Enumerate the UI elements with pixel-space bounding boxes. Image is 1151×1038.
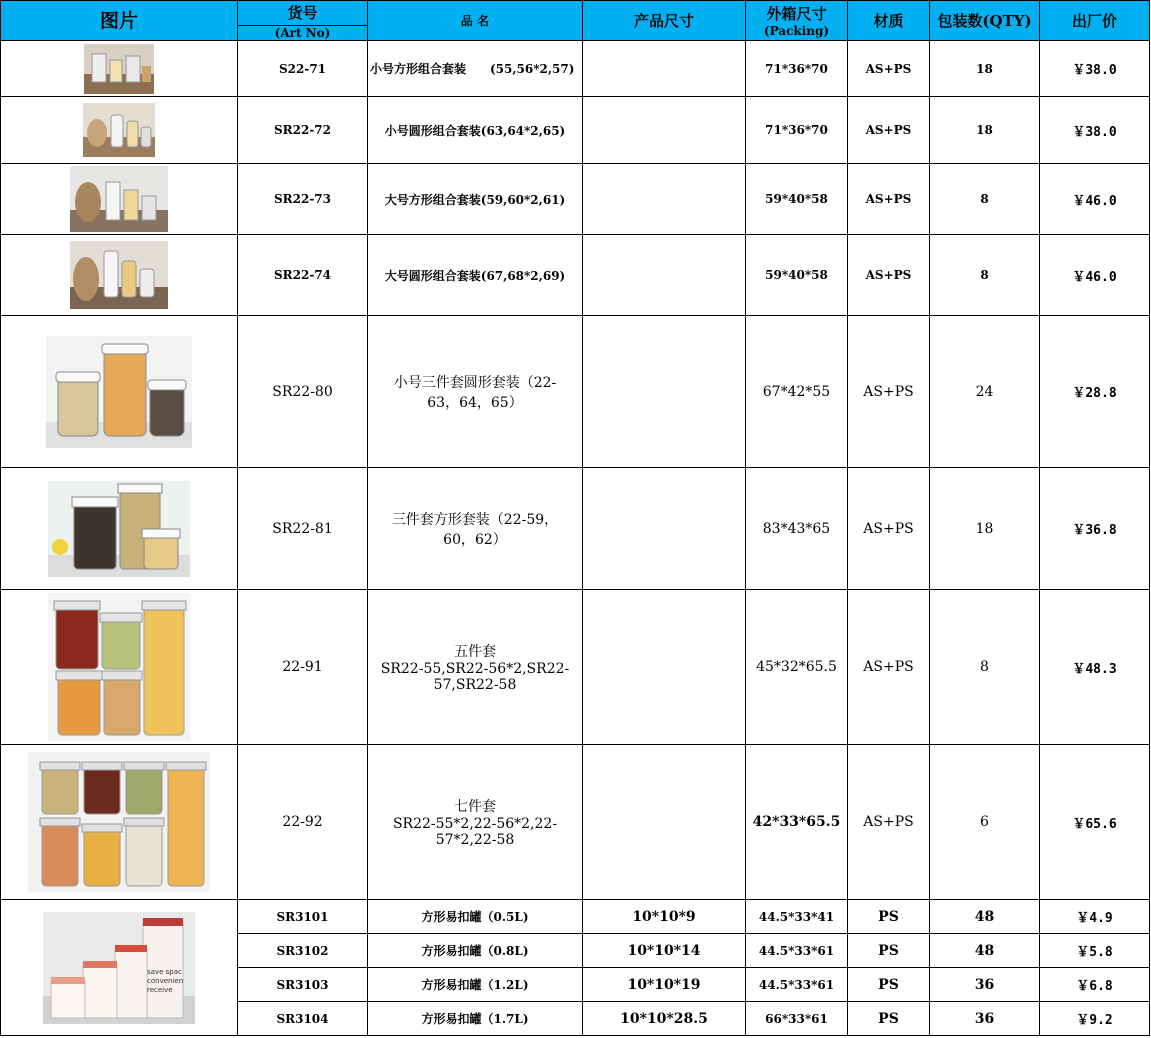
product-name-cell: 方形易扣罐（0.5L) (368, 900, 583, 934)
packing-cell: 59*40*58 (746, 164, 848, 235)
table-row (1, 97, 1150, 164)
packing-cell: 71*36*70 (746, 41, 848, 97)
qty-cell: 36 (930, 1002, 1040, 1036)
product-photo (1, 103, 237, 157)
qty-cell: 8 (930, 164, 1040, 235)
product-name-cell: 小号圆形组合套装(63,64*2,65) (368, 97, 583, 164)
price-cell: ￥46.0 (1040, 164, 1150, 235)
qty-cell: 18 (930, 468, 1040, 590)
product-size-cell (583, 590, 746, 745)
qty-cell: 6 (930, 745, 1040, 900)
price-cell: ￥5.8 (1040, 934, 1150, 968)
product-photo (1, 336, 237, 448)
material-cell: AS+PS (848, 745, 930, 900)
table-row (1, 41, 1150, 97)
col-header-picture: 图片 (1, 1, 238, 41)
art-no-cell: SR22-74 (238, 235, 368, 316)
price-cell: ￥46.0 (1040, 235, 1150, 316)
packing-cell: 66*33*61 (746, 1002, 848, 1036)
product-size-cell: 10*10*9 (583, 900, 746, 934)
packing-en-label: (Packing) (763, 24, 830, 38)
col-header-name: 品 名 (368, 1, 583, 41)
table-row (1, 235, 1150, 316)
product-name-cell: 大号方形组合套装(59,60*2,61) (368, 164, 583, 235)
col-header-material: 材质 (848, 1, 930, 41)
packing-cell: 44.5*33*41 (746, 900, 848, 934)
material-cell: PS (848, 934, 930, 968)
product-photo-cell (1, 745, 238, 900)
product-size-cell (583, 164, 746, 235)
product-photo (1, 752, 237, 892)
art-no-cell: SR22-72 (238, 97, 368, 164)
price-cell: ￥38.0 (1040, 41, 1150, 97)
material-cell: AS+PS (848, 316, 930, 468)
price-cell: ￥6.8 (1040, 968, 1150, 1002)
product-photo-cell (1, 41, 238, 97)
product-photo (1, 241, 237, 309)
qty-cell: 8 (930, 235, 1040, 316)
product-name-cell (368, 590, 583, 745)
material-cell: PS (848, 1002, 930, 1036)
price-cell: ￥38.0 (1040, 97, 1150, 164)
art-no-cell: SR22-80 (238, 316, 368, 468)
product-photo (1, 593, 237, 741)
product-name-cell: 小号三件套圆形套装（22-63，64，65） (368, 316, 583, 468)
qty-cell: 36 (930, 968, 1040, 1002)
material-cell: AS+PS (848, 235, 930, 316)
qty-cell: 48 (930, 934, 1040, 968)
product-size-cell: 10*10*28.5 (583, 1002, 746, 1036)
packing-cell: 45*32*65.5 (746, 590, 848, 745)
material-cell: PS (848, 968, 930, 1002)
product-photo (1, 912, 237, 1024)
col-header-qty: 包装数(QTY) (930, 1, 1040, 41)
material-cell: AS+PS (848, 164, 930, 235)
qty-cell: 48 (930, 900, 1040, 934)
art-no-cell: 22-91 (238, 590, 368, 745)
product-size-cell (583, 316, 746, 468)
art-no-en-label: (Art No) (238, 25, 367, 40)
product-photo-cell (1, 316, 238, 468)
table-row (1, 590, 1150, 745)
price-cell: ￥36.8 (1040, 468, 1150, 590)
art-no-cell: S22-71 (238, 41, 368, 97)
col-header-price: 出厂价 (1040, 1, 1150, 41)
product-size-cell: 10*10*19 (583, 968, 746, 1002)
product-photo-cell (1, 468, 238, 590)
packing-cell: 44.5*33*61 (746, 934, 848, 968)
product-photo-cell (1, 235, 238, 316)
table-row (1, 468, 1150, 590)
product-photo-cell (1, 164, 238, 235)
product-photo (1, 481, 237, 577)
product-size-cell (583, 41, 746, 97)
art-no-cell: SR3101 (238, 900, 368, 934)
svg-text:save spac: save spac (147, 967, 182, 976)
material-cell: PS (848, 900, 930, 934)
product-name-cell: 小号方形组合套装 (55,56*2,57) (368, 41, 583, 97)
table-row (1, 900, 1150, 934)
table-row (1, 164, 1150, 235)
qty-cell: 18 (930, 41, 1040, 97)
product-name-cell: 大号圆形组合套装(67,68*2,69) (368, 235, 583, 316)
packing-cell: 83*43*65 (746, 468, 848, 590)
product-photo-cell (1, 97, 238, 164)
col-header-product-size: 产品尺寸 (583, 1, 746, 41)
packing-cell: 44.5*33*61 (746, 968, 848, 1002)
material-cell: AS+PS (848, 590, 930, 745)
col-header-art-no (238, 1, 368, 41)
art-no-label: 货号 (287, 3, 318, 22)
packing-label: 外箱尺寸 (766, 5, 827, 23)
price-cell: ￥65.6 (1040, 745, 1150, 900)
product-name-title: 七件套 (454, 799, 496, 815)
product-size-cell (583, 235, 746, 316)
product-name-cell: 三件套方形套装（22-59，60，62） (368, 468, 583, 590)
product-size-cell (583, 745, 746, 900)
art-no-cell: SR3104 (238, 1002, 368, 1036)
price-cell: ￥28.8 (1040, 316, 1150, 468)
product-photo-cell (1, 590, 238, 745)
art-no-cell: SR22-81 (238, 468, 368, 590)
qty-cell: 24 (930, 316, 1040, 468)
art-no-cell: SR3103 (238, 968, 368, 1002)
product-photo (1, 44, 237, 94)
product-name-cell: 方形易扣罐（1.7L) (368, 1002, 583, 1036)
table-row (1, 745, 1150, 900)
product-size-cell (583, 468, 746, 590)
price-cell: ￥4.9 (1040, 900, 1150, 934)
product-name-title: 五件套 (454, 644, 496, 660)
svg-text:convenien: convenien (147, 976, 184, 985)
product-size-cell (583, 97, 746, 164)
price-cell: ￥48.3 (1040, 590, 1150, 745)
qty-cell: 18 (930, 97, 1040, 164)
packing-cell: 59*40*58 (746, 235, 848, 316)
product-name-components: SR22-55*2,22-56*2,22-57*2,22-58 (392, 816, 558, 848)
price-cell: ￥9.2 (1040, 1002, 1150, 1036)
product-name-components: SR22-55,SR22-56*2,SR22-57,SR22-58 (380, 661, 570, 693)
product-size-cell: 10*10*14 (583, 934, 746, 968)
packing-cell: 67*42*55 (746, 316, 848, 468)
table-row (1, 316, 1150, 468)
art-no-cell: SR22-73 (238, 164, 368, 235)
art-no-cell: SR3102 (238, 934, 368, 968)
product-name-cell: 方形易扣罐（1.2L) (368, 968, 583, 1002)
product-name-cell (368, 745, 583, 900)
header-row (1, 1, 1150, 41)
product-photo-cell (1, 900, 238, 1036)
product-name-cell: 方形易扣罐（0.8L) (368, 934, 583, 968)
col-header-packing (746, 1, 848, 41)
qty-cell: 8 (930, 590, 1040, 745)
svg-text:receive: receive (147, 985, 173, 994)
packing-cell: 71*36*70 (746, 97, 848, 164)
packing-cell: 42*33*65.5 (746, 745, 848, 900)
material-cell: AS+PS (848, 97, 930, 164)
material-cell: AS+PS (848, 41, 930, 97)
product-photo (1, 166, 237, 232)
art-no-cell: 22-92 (238, 745, 368, 900)
material-cell: AS+PS (848, 468, 930, 590)
